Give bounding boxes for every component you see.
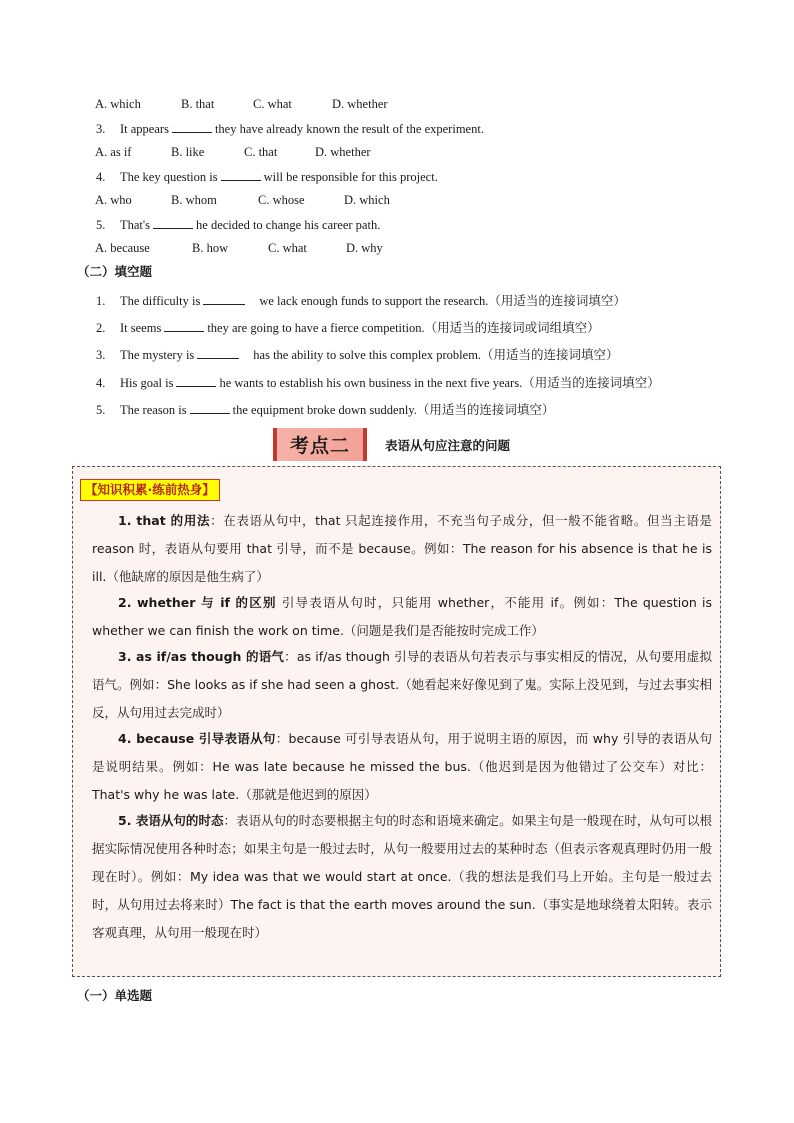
question-text: has the ability to solve this complex problem.（用适当的连接词填空） <box>253 348 619 362</box>
question-text: he wants to establish his own business in the next five years.（用适当的连接词填空） <box>219 376 660 390</box>
section-title-single-choice: （一）单选题 <box>77 988 153 1003</box>
answer-blank[interactable] <box>221 168 261 181</box>
question-text: the equipment broke down suddenly.（用适当的连接词填空） <box>232 403 555 417</box>
q5-options <box>95 240 383 256</box>
question-number: 3. <box>96 122 106 136</box>
section-title-fill: （二）填空题 <box>77 264 153 279</box>
kaodian-badge <box>273 428 367 461</box>
option-b: B. how <box>192 241 229 255</box>
question-text: we lack enough funds to support the research.（用适当的连接词填空） <box>259 294 626 308</box>
question-text: will be responsible for this project. <box>263 170 438 184</box>
answer-blank[interactable] <box>203 292 245 305</box>
option-a: A. which <box>95 97 141 111</box>
q4-options <box>95 192 390 208</box>
answer-blank[interactable] <box>176 374 216 387</box>
answer-blank[interactable] <box>172 120 212 133</box>
option-c: C. whose <box>258 193 305 207</box>
answer-blank[interactable] <box>197 346 239 359</box>
answer-blank[interactable] <box>164 319 204 332</box>
option-d: D. which <box>344 193 390 207</box>
kaodian-badge-label: 考点二 <box>289 435 350 457</box>
question-4 <box>96 168 438 185</box>
question-text: The reason is <box>120 403 187 417</box>
question-3 <box>96 120 484 137</box>
question-text: That's <box>120 218 151 232</box>
option-b: B. that <box>181 97 215 111</box>
question-number: 2. <box>96 321 106 335</box>
point-heading: 4. because 引导表语从句 <box>118 731 276 746</box>
option-b: B. whom <box>171 193 217 207</box>
question-number: 1. <box>96 294 106 308</box>
option-c: C. what <box>253 97 292 111</box>
option-c: C. that <box>244 145 278 159</box>
point-heading: 2. whether 与 if 的区别 <box>118 595 277 610</box>
question-5 <box>96 216 380 233</box>
option-a: A. as if <box>95 145 132 159</box>
option-c: C. what <box>268 241 307 255</box>
answer-blank[interactable] <box>153 216 193 229</box>
knowledge-point-5 <box>92 807 712 947</box>
fill-item-3 <box>96 346 619 363</box>
knowledge-point-4 <box>92 725 712 809</box>
question-text: It seems <box>120 321 162 335</box>
point-heading: 3. as if/as though 的语气 <box>118 649 285 664</box>
q3-options <box>95 144 371 160</box>
option-d: D. whether <box>332 97 388 111</box>
point-heading: 5. 表语从句的时态 <box>118 813 224 828</box>
question-text: he decided to change his career path. <box>196 218 381 232</box>
point-heading: 1. that 的用法 <box>118 513 211 528</box>
knowledge-point-2 <box>92 589 712 645</box>
question-number: 4. <box>96 170 106 184</box>
question-text: It appears <box>120 122 169 136</box>
question-text: The difficulty is <box>120 294 201 308</box>
fill-item-2 <box>96 319 600 336</box>
question-text: The key question is <box>120 170 218 184</box>
question-number: 5. <box>96 218 106 232</box>
option-a: A. because <box>95 241 150 255</box>
point-body: 引导表语从句时，只能用 whether，不能用 if。例如：The question is whether we can finish the work on time.（问题是我们是否能按时完成工作） <box>92 595 712 638</box>
kaodian-title: 表语从句应注意的问题 <box>385 438 511 453</box>
q2-options <box>95 96 388 112</box>
fill-item-5 <box>96 401 554 418</box>
point-body: ：在表语从句中，that 只起连接作用，不充当句子成分，但一般不能省略。但当主语是 reason 时，表语从句要用 that 引导，而不是 because。例如：The reason for his absence is that he is ill.（他缺席的原因是他生病了） <box>92 513 712 584</box>
fill-item-1 <box>96 292 626 309</box>
question-number: 5. <box>96 403 106 417</box>
fill-item-4 <box>96 374 660 391</box>
knowledge-tag: 【知识积累·练前热身】 <box>80 479 220 501</box>
knowledge-point-1 <box>92 507 712 591</box>
question-text: His goal is <box>120 376 174 390</box>
option-d: D. why <box>346 241 383 255</box>
option-b: B. like <box>171 145 205 159</box>
knowledge-point-3 <box>92 643 712 727</box>
point-body: ：表语从句的时态要根据主句的时态和语境来确定。如果主句是一般现在时，从句可以根据实际情况使用各种时态；如果主句是一般过去时，从句一般要用过去的某种时态（但表示客观真理时仍用一般现在时）。例如：My idea was that we would start at once.（我的想法是我们马上开始。主句是一般过去时，从句用过去将来时）The fact is that the earth moves around the sun.（事实是地球绕着太阳转。表示客观真理，从句用一般现在时） <box>92 813 712 940</box>
answer-blank[interactable] <box>190 401 230 414</box>
question-number: 4. <box>96 376 106 390</box>
question-text: they are going to have a fierce competition.（用适当的连接词或词组填空） <box>207 321 600 335</box>
option-d: D. whether <box>315 145 371 159</box>
option-a: A. who <box>95 193 132 207</box>
question-text: The mystery is <box>120 348 195 362</box>
question-text: they have already known the result of the experiment. <box>214 122 484 136</box>
point-body: ：as if/as though 引导的表语从句若表示与事实相反的情况，从句要用虚拟语气。例如：She looks as if she had seen a ghost.（她看起来好像见到了鬼。实际上没见到，与过去事实相反，从句用过去完成时） <box>92 649 712 720</box>
point-body: ：because 可引导表语从句，用于说明主语的原因，而 why 引导的表语从句是说明结果。例如：He was late because he missed the bus.（他迟到是因为他错过了公交车）对比：That's why he was late.（那就是他迟到的原因） <box>92 731 712 802</box>
question-number: 3. <box>96 348 106 362</box>
